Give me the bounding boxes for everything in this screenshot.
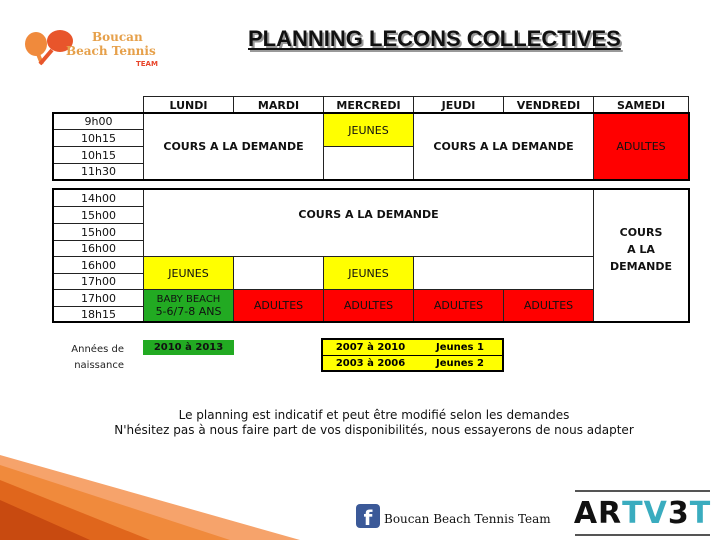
- time-cell: 10h15: [53, 146, 144, 164]
- slot-on-demand: COURS A LA DEMANDE: [143, 113, 324, 180]
- legend-green: 2010 à 2013: [143, 340, 234, 355]
- time-cell: 16h00: [53, 240, 144, 257]
- note-line: Le planning est indicatif et peut être modifié selon les demandes: [178, 408, 570, 422]
- facebook-link[interactable]: Boucan Beach Tennis Team: [384, 512, 551, 526]
- samedi-text: COURS: [619, 226, 663, 239]
- decorative-stripes: [0, 440, 300, 540]
- time-cell: 16h00: [53, 256, 144, 274]
- time-cell: 17h00: [53, 289, 144, 307]
- slot-adultes: ADULTES: [323, 289, 414, 322]
- legend-group: Jeunes 1: [436, 342, 484, 353]
- slot-adultes: ADULTES: [503, 289, 594, 322]
- slot-on-demand: COURS A LA DEMANDE: [143, 189, 594, 257]
- legend-years: 2003 à 2006: [335, 358, 406, 369]
- legend-yellow: [321, 338, 504, 372]
- day-header: JEUDI: [413, 96, 504, 114]
- slot-jeunes: JEUNES: [143, 256, 234, 290]
- note-line: N'hésitez pas à nous faire part de vos disponibilités, nous essayerons de nous adapter: [114, 423, 634, 437]
- artvbt-logo: AR TV 3 T: [575, 490, 710, 536]
- slot-empty: [323, 146, 414, 180]
- time-cell: 14h00: [53, 189, 144, 207]
- day-header: MERCREDI: [323, 96, 414, 114]
- legend-label: [60, 342, 124, 374]
- legend-label-line: naissance: [74, 360, 124, 371]
- baby-ages: 5-6/7-8 ANS: [155, 304, 222, 318]
- slot-on-demand: COURS A LA DEMANDE: [413, 113, 594, 180]
- slot-jeunes: JEUNES: [323, 256, 414, 290]
- time-cell: 11h30: [53, 163, 144, 180]
- time-cell: 15h00: [53, 223, 144, 241]
- time-cell: 17h00: [53, 273, 144, 290]
- day-header: MARDI: [233, 96, 324, 114]
- day-header: VENDREDI: [503, 96, 594, 114]
- baby-label: BABY BEACH: [156, 293, 221, 305]
- facebook-icon[interactable]: f: [356, 504, 380, 528]
- slot-empty: [413, 256, 594, 290]
- slot-on-demand-samedi: [593, 189, 689, 322]
- samedi-text: DEMANDE: [610, 260, 672, 273]
- slot-jeunes: JEUNES: [323, 113, 414, 147]
- logo-text: TEAM: [136, 60, 158, 68]
- logo-text: Boucan: [92, 30, 143, 44]
- slot-empty: [233, 256, 324, 290]
- legend-group: Jeunes 2: [436, 358, 484, 369]
- time-cell: 10h15: [53, 129, 144, 147]
- slot-adultes: ADULTES: [593, 113, 689, 180]
- samedi-text: A LA: [627, 243, 655, 256]
- time-cell: 18h15: [53, 306, 144, 322]
- slot-baby-beach: [143, 289, 234, 322]
- legend-years: 2007 à 2010: [335, 342, 406, 353]
- slot-adultes: ADULTES: [233, 289, 324, 322]
- time-cell: 9h00: [53, 113, 144, 130]
- page-title: PLANNING LECONS COLLECTIVES: [248, 26, 621, 51]
- slot-adultes: ADULTES: [413, 289, 504, 322]
- club-logo: [14, 26, 174, 74]
- legend-label-line: Années de: [71, 344, 124, 355]
- day-header: LUNDI: [143, 96, 234, 114]
- day-header: SAMEDI: [593, 96, 689, 114]
- time-cell: 15h00: [53, 206, 144, 224]
- logo-text: Beach Tennis: [66, 44, 156, 58]
